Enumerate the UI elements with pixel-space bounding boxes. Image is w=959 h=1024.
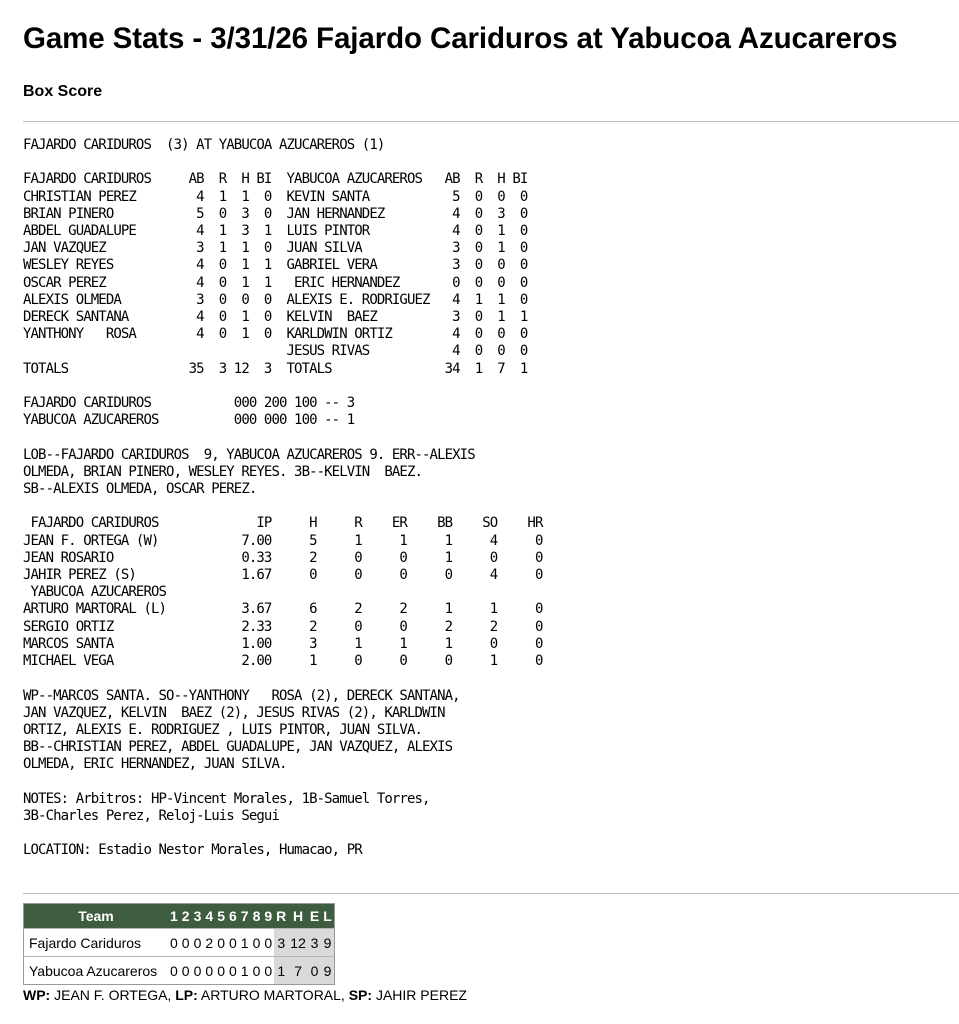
box-score-line: JAHIR PEREZ (S) 1.67 0 0 0 0 4 0 — [23, 567, 543, 584]
box-score-line: JEAN F. ORTEGA (W) 7.00 5 1 1 1 4 0 — [23, 532, 543, 549]
linescore-header-cell: 8 — [251, 904, 263, 929]
linescore-row — [24, 957, 335, 985]
bottom-divider — [23, 893, 959, 894]
inning-score-cell: 1 — [239, 929, 251, 957]
linescore-team-name: Fajardo Cariduros — [24, 929, 169, 957]
inning-score-cell: 0 — [262, 957, 274, 985]
total-cell: 12 — [288, 929, 308, 957]
box-score-line: FAJARDO CARIDUROS AB R H BI YABUCOA AZUCAREROS AB R H BI — [23, 171, 528, 188]
lp-label: LP: — [175, 987, 198, 1003]
total-cell: 3 — [274, 929, 288, 957]
pitching-decisions — [23, 987, 467, 1003]
inning-score-cell: 0 — [215, 929, 227, 957]
box-score-line: LOCATION: Estadio Nestor Morales, Humacao, PR — [23, 842, 362, 859]
inning-score-cell: 0 — [227, 929, 239, 957]
box-score-line: FAJARDO CARIDUROS 000 200 100 -- 3 — [23, 395, 355, 412]
inning-score-cell: 0 — [168, 957, 180, 985]
box-score-line: WP--MARCOS SANTA. SO--YANTHONY ROSA (2), DERECK SANTANA, — [23, 687, 460, 704]
linescore-header-cell: 9 — [262, 904, 274, 929]
box-score-line: ORTIZ, ALEXIS E. RODRIGUEZ , LUIS PINTOR, JUAN SILVA. — [23, 721, 423, 738]
box-score-line: TOTALS 35 3 12 3 TOTALS 34 1 7 1 — [23, 360, 528, 377]
linescore-header-cell: 4 — [203, 904, 215, 929]
wp-label: WP: — [23, 987, 51, 1003]
inning-score-cell: 0 — [180, 929, 192, 957]
box-score-line: ALEXIS OLMEDA 3 0 0 0 ALEXIS E. RODRIGUEZ 4 1 1 0 — [23, 291, 528, 308]
box-score-line: YABUCOA AZUCAREROS 000 000 100 -- 1 — [23, 412, 355, 429]
box-score-line: ARTURO MARTORAL (L) 3.67 6 2 2 1 1 0 — [23, 601, 543, 618]
linescore-header-cell: 2 — [180, 904, 192, 929]
box-score-line: CHRISTIAN PEREZ 4 1 1 0 KEVIN SANTA 5 0 0 0 — [23, 188, 528, 205]
inning-score-cell: 0 — [262, 929, 274, 957]
box-score-line: NOTES: Arbitros: HP-Vincent Morales, 1B-Samuel Torres, — [23, 790, 430, 807]
box-score-line: WESLEY REYES 4 0 1 1 GABRIEL VERA 3 0 0 0 — [23, 257, 528, 274]
top-divider — [23, 121, 959, 122]
box-score-line: DERECK SANTANA 4 0 1 0 KELVIN BAEZ 3 0 1 1 — [23, 309, 528, 326]
inning-score-cell: 0 — [227, 957, 239, 985]
box-score-line: OLMEDA, ERIC HERNANDEZ, JUAN SILVA. — [23, 756, 287, 773]
box-score-line: ABDEL GUADALUPE 4 1 3 1 LUIS PINTOR 4 0 1 0 — [23, 223, 528, 240]
page-title: Game Stats - 3/31/26 Fajardo Cariduros at Yabucoa Azucareros — [23, 22, 898, 55]
linescore-header-cell: E — [308, 904, 321, 929]
inning-score-cell: 0 — [203, 957, 215, 985]
inning-score-cell: 0 — [192, 957, 204, 985]
box-score-text — [23, 137, 542, 860]
inning-score-cell: 0 — [192, 929, 204, 957]
box-score-line: YABUCOA AZUCAREROS — [23, 584, 167, 601]
inning-score-cell: 0 — [168, 929, 180, 957]
total-cell: 0 — [308, 957, 321, 985]
box-score-line: JESUS RIVAS 4 0 0 0 — [23, 343, 528, 360]
linescore-header-cell: 1 — [168, 904, 180, 929]
total-cell: 3 — [308, 929, 321, 957]
linescore-header-cell: 5 — [215, 904, 227, 929]
box-score-line: FAJARDO CARIDUROS IP H R ER BB SO HR — [23, 515, 543, 532]
box-score-line: YANTHONY ROSA 4 0 1 0 KARLDWIN ORTIZ 4 0 0 0 — [23, 326, 528, 343]
total-cell: 1 — [274, 957, 288, 985]
sp-label: SP: — [348, 987, 373, 1003]
inning-score-cell: 2 — [203, 929, 215, 957]
save-pitcher: JAHIR PEREZ — [372, 987, 467, 1003]
winning-pitcher: JEAN F. ORTEGA, — [50, 987, 176, 1003]
box-score-line: FAJARDO CARIDUROS (3) AT YABUCOA AZUCAREROS (1) — [23, 137, 385, 153]
linescore-header-cell: L — [321, 904, 334, 929]
inning-score-cell: 0 — [215, 957, 227, 985]
box-score-line: BB--CHRISTIAN PEREZ, ABDEL GUADALUPE, JAN VAZQUEZ, ALEXIS — [23, 739, 453, 756]
box-score-line: OSCAR PEREZ 4 0 1 1 ERIC HERNANDEZ 0 0 0 0 — [23, 274, 528, 291]
box-score-line: 3B-Charles Perez, Reloj-Luis Segui — [23, 807, 279, 824]
box-score-line: SB--ALEXIS OLMEDA, OSCAR PEREZ. — [23, 481, 257, 498]
inning-score-cell: 0 — [251, 957, 263, 985]
linescore-row — [24, 929, 335, 957]
box-score-line: SERGIO ORTIZ 2.33 2 0 0 2 2 0 — [23, 618, 543, 635]
total-cell: 9 — [321, 957, 334, 985]
total-cell: 9 — [321, 929, 334, 957]
box-score-line: MARCOS SANTA 1.00 3 1 1 1 0 0 — [23, 635, 543, 652]
inning-score-cell: 0 — [251, 929, 263, 957]
inning-score-cell: 0 — [180, 957, 192, 985]
box-score-heading: Box Score — [23, 83, 103, 100]
box-score-line: JAN VAZQUEZ 3 1 1 0 JUAN SILVA 3 0 1 0 — [23, 240, 528, 257]
total-cell: 7 — [288, 957, 308, 985]
linescore-header-cell: 3 — [192, 904, 204, 929]
linescore-header-team: Team — [24, 904, 169, 929]
box-score-line: JEAN ROSARIO 0.33 2 0 0 1 0 0 — [23, 549, 543, 566]
linescore-table — [23, 903, 335, 985]
linescore-header-cell: H — [288, 904, 308, 929]
losing-pitcher: ARTURO MARTORAL, — [197, 987, 349, 1003]
box-score-line: BRIAN PINERO 5 0 3 0 JAN HERNANDEZ 4 0 3 0 — [23, 205, 528, 222]
box-score-line: LOB--FAJARDO CARIDUROS 9, YABUCOA AZUCAREROS 9. ERR--ALEXIS — [23, 446, 475, 463]
box-score-line: OLMEDA, BRIAN PINERO, WESLEY REYES. 3B--KELVIN BAEZ. — [23, 463, 423, 480]
linescore-team-name: Yabucoa Azucareros — [24, 957, 169, 985]
inning-score-cell: 1 — [239, 957, 251, 985]
box-score-line: JAN VAZQUEZ, KELVIN BAEZ (2), JESUS RIVAS (2), KARLDWIN — [23, 704, 445, 721]
linescore-header-row — [24, 904, 335, 929]
linescore-header-cell: 6 — [227, 904, 239, 929]
box-score-line: MICHAEL VEGA 2.00 1 0 0 0 1 0 — [23, 653, 543, 670]
linescore-header-cell: R — [274, 904, 288, 929]
linescore-header-cell: 7 — [239, 904, 251, 929]
